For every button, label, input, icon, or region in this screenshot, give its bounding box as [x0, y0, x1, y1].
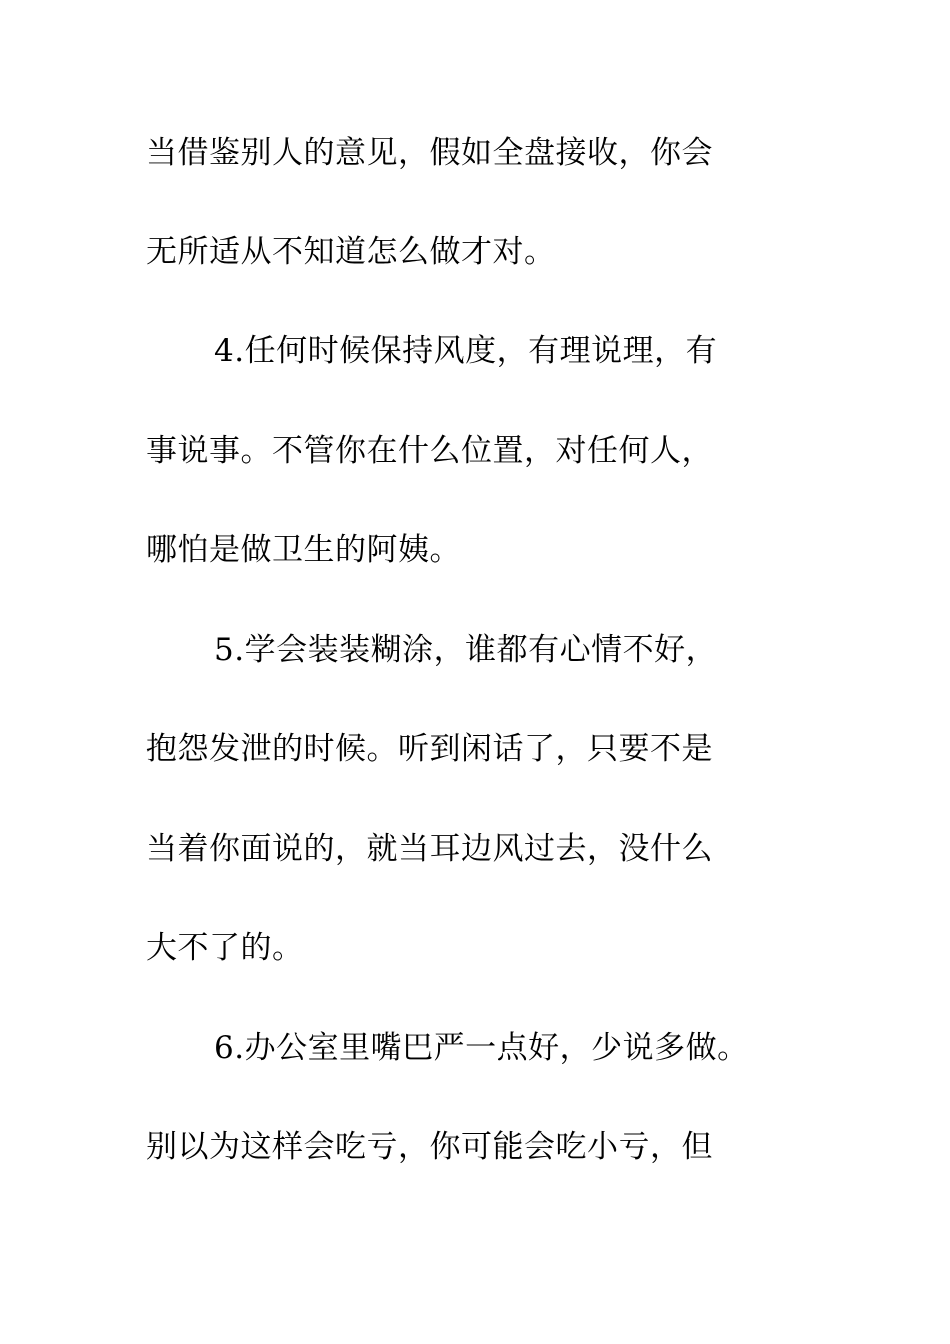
text-line-8: 当着你面说的，就当耳边风过去，没什么: [146, 831, 713, 867]
text-line-9: 大不了的。: [146, 930, 304, 966]
text-line-4: 事说事。不管你在什么位置，对任何人，: [146, 433, 713, 469]
paragraph-6-start: 6.办公室里嘴巴严一点好，少说多做。: [214, 1030, 749, 1066]
text-line-1: 当借鉴别人的意见，假如全盘接收，你会: [146, 135, 713, 171]
paragraph-5-start: 5.学会装装糊涂，谁都有心情不好，: [214, 632, 718, 668]
text-line-7: 抱怨发泄的时候。听到闲话了，只要不是: [146, 731, 713, 767]
paragraph-4-start: 4.任何时候保持风度，有理说理，有: [214, 333, 718, 369]
text-line-2: 无所适从不知道怎么做才对。: [146, 234, 556, 270]
text-line-11: 别以为这样会吃亏，你可能会吃小亏，但: [146, 1129, 713, 1165]
text-line-5: 哪怕是做卫生的阿姨。: [146, 532, 461, 568]
